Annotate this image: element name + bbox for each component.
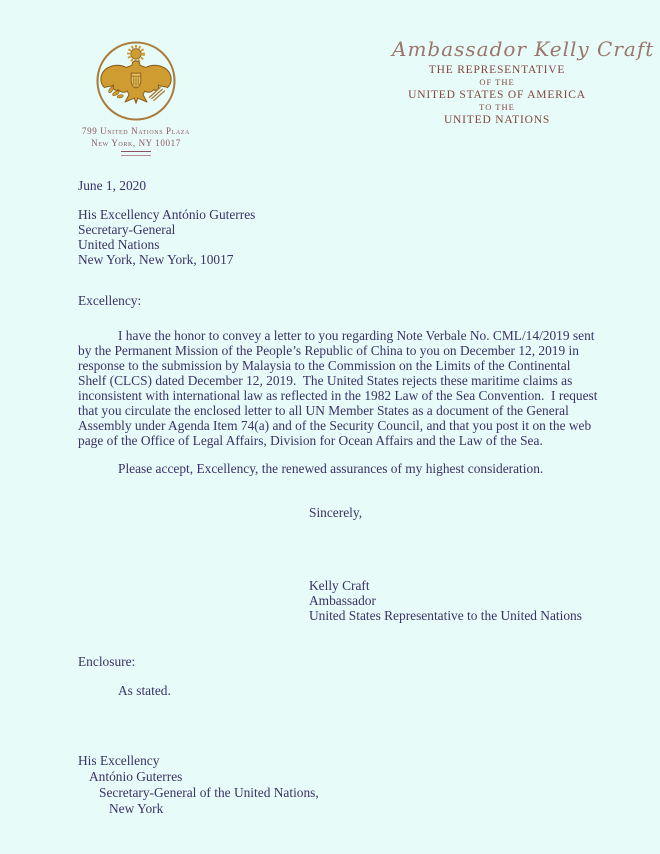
address-underline-rule (121, 151, 151, 156)
signature-role: United States Representative to the United Nations (309, 608, 582, 623)
letterhead-line-representative: THE REPRESENTATIVE (428, 64, 566, 76)
footer-line-city: New York (109, 801, 164, 816)
recipient-line-org: United Nations (78, 237, 160, 252)
body-paragraph-1: I have the honor to convey a letter to you regarding Note Verbale No. CML/14/2019 sent by the Permanent Mission of the People’s Republic of China to you on December 12, 2019 in response to the submission by Malaysia to the Commission on the Limits of the Continental Shelf (CLCS) dated December 12, 2019. The United States rejects these maritime claims as inconsistent with international law as reflected in the 1982 Law of the Sea Convention. I request that you circulate the enclosed letter to all UN Member States as a document of the General Assembly under Agenda Item 74(a) and of the Security Council, and that you post it on the web page of the Office of Legal Affairs, Division for Ocean Affairs and the Law of the Sea. (78, 328, 601, 448)
enclosure-label: Enclosure: (78, 654, 136, 669)
letterhead-line-of-the: OF THE (479, 77, 515, 87)
mission-address-line1: 799 United Nations Plaza (82, 126, 190, 136)
footer-line-name: António Guterres (89, 769, 183, 784)
recipient-address-block (78, 207, 255, 267)
letterhead-line-united-nations: UNITED NATIONS (443, 114, 551, 126)
recipient-line-title: Secretary-General (78, 222, 176, 237)
ambassador-script-name: Ambassador Kelly Craft (392, 37, 655, 61)
recipient-line-city: New York, New York, 10017 (78, 252, 234, 267)
footer-recipient-block (78, 753, 319, 817)
body-paragraph-2: Please accept, Excellency, the renewed assurances of my highest consideration. (118, 461, 544, 476)
letter-body (78, 172, 602, 854)
closing-salutation: Sincerely, (309, 505, 363, 520)
enclosure-value: As stated. (118, 683, 171, 698)
seal-block (76, 38, 196, 156)
us-great-seal-icon (94, 39, 178, 123)
salutation: Excellency: (78, 293, 142, 308)
letterhead-line-to-the: TO THE (479, 102, 515, 112)
signature-block (309, 578, 582, 623)
letterhead-title-block (392, 36, 655, 126)
footer-line-title: Secretary-General of the United Nations, (99, 785, 319, 800)
recipient-line-name: His Excellency António Guterres (78, 207, 256, 222)
signature-title: Ambassador (309, 593, 376, 608)
letterhead-line-united-states: UNITED STATES OF AMERICA (408, 89, 586, 101)
footer-line-his-excellency: His Excellency (78, 753, 160, 768)
signature-name: Kelly Craft (309, 578, 370, 593)
mission-address-line2: New York, NY 10017 (91, 137, 181, 148)
date-line: June 1, 2020 (78, 178, 147, 193)
